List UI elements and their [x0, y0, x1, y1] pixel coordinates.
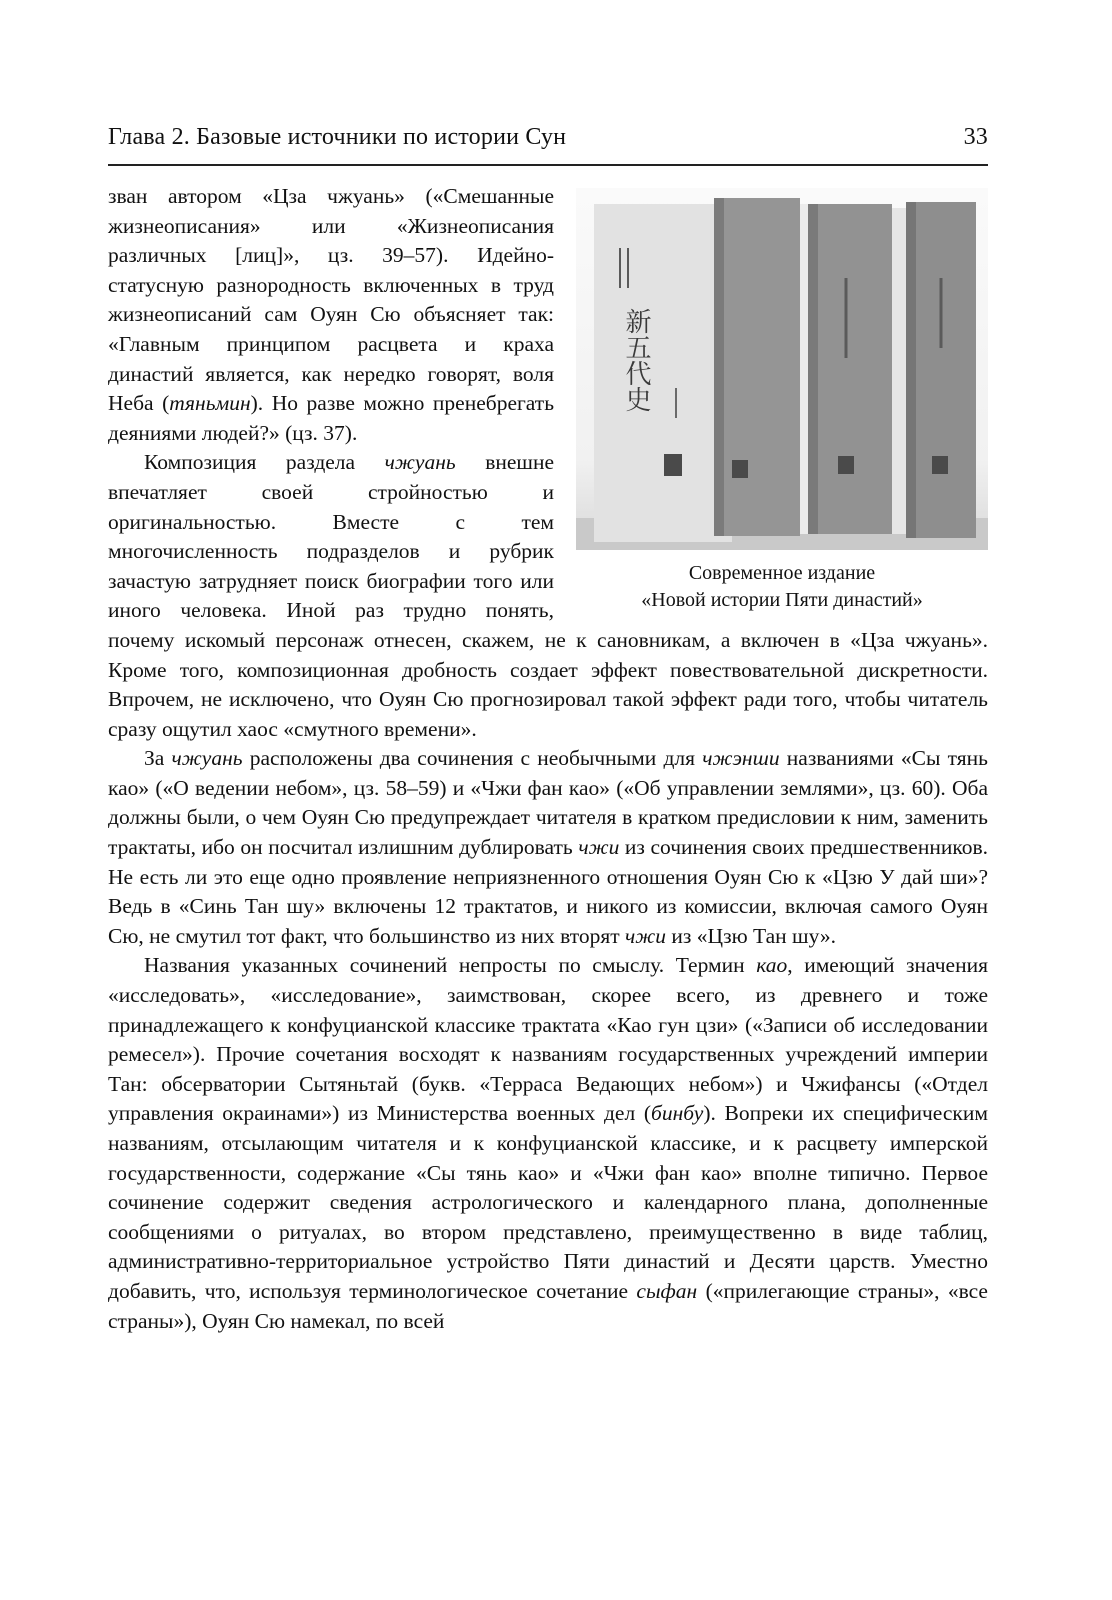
book-figure	[576, 188, 988, 614]
figure-caption	[576, 560, 988, 614]
caption-line-1: Современное издание	[688, 562, 876, 584]
running-header	[108, 124, 988, 151]
italic-term: као	[756, 953, 788, 978]
paragraph-text: зван автором «Цза чжуань» («Смешанные жизнеописания» или «Жизнеописания различных [лиц]», цз. 39–57). Идейно-статусную разнородность включенных в труд жизнеописаний сам Оуян Сю объясняет так: «Главным принципом расцвета и краха династий является, как нередко говорят, воля Неба (	[108, 184, 554, 416]
italic-term: тяньмин	[169, 391, 251, 416]
paragraph-text: ). Вопреки их специфическим названиям, отсылающим читателя и к конфуцианской классике, и к расцвету имперской государственности, содержание «Сы тянь као» и «Чжи фан као» вполне типично. Первое сочинение содержит сведения астрологического и календарного плана, дополненные сообщениями о ритуалах, во втором представлено, преимущественно в виде таблиц, административно-территориальное устройство Пяти династий и Десяти царств. Уместно добавить, что, используя терминологическое сочетание	[108, 1101, 988, 1303]
paragraph-text: («прилегающие страны», «все страны»), Оуян Сю намекал, по всей	[108, 1278, 988, 1333]
paragraph-text: ). Но разве можно пренебрегать деяниями людей?» (цз. 37).	[108, 391, 554, 445]
main-text	[108, 182, 988, 1336]
paragraph-text: внешне впечатляет своей стройностью и оригинальностью. Вместе с тем многочисленность подразделов и рубрик зачастую затрудняет поиск биографии того или иного человека. Иной раз трудно понять, почему искомый персонаж отнесен, скажем, не к сановникам, а включен в «Цза чжуань». Кроме того, композиционная дробность создает эффект повествовательной дискретности. Впрочем, не исключено, что Оуян Сю прогнозировал такой эффект ради того, чтобы читатель сразу ощутил хаос «смутного времени».	[108, 450, 988, 741]
page-number: 33	[963, 124, 988, 150]
book-set-photo	[576, 188, 988, 550]
paragraph-text: Композиция раздела	[144, 450, 385, 475]
italic-term: бинбу	[651, 1101, 704, 1126]
book-volumes-illustration	[576, 188, 988, 550]
paragraph-text: из сочинения своих предшественников. Не есть ли это еще одно проявление неприязненного отношения Оуян Сю к «Цзю У дай ши»? Ведь в «Синь Тан шу» включены 12 трактатов, и никого из комиссии, включая самого Оуян Сю, не смутил тот факт, что большинство из них вторят	[108, 835, 988, 948]
chapter-title: Глава 2. Базовые источники по истории Сун	[108, 124, 567, 150]
paragraph-text: , имеющий значения «исследовать», «исследование», заимствован, скорее всего, из древнего и тоже принадлежащего к конфуцианской классике трактата «Као гун цзи» («Записи об исследовании ремесел»). Прочие сочетания восходят к названиям государственных учреждений империи Тан: обсерватории Сытяньтай (букв. «Терраса Ведающих небом») и Чжифансы («Отдел управления окраинами») из Министерства военных дел (	[108, 953, 988, 1126]
italic-term: сыфан	[636, 1278, 698, 1303]
italic-term: чжи	[578, 835, 620, 860]
caption-line-2: «Новой истории Пяти династий»	[641, 589, 923, 611]
italic-term: чжи	[625, 923, 667, 948]
paragraph-3	[108, 744, 988, 951]
paragraph-text: из «Цзю Тан шу».	[666, 923, 836, 948]
book-spine-title: 新五代史	[621, 308, 651, 412]
italic-term: чжуань	[384, 450, 456, 475]
paragraph-text: расположены два сочинения с необычными для	[242, 746, 703, 771]
paragraph-text: названиями «Сы тянь као» («О ведении небом», цз. 58–59) и «Чжи фан као» («Об управлении землями», цз. 60). Оба должны были, о чем Оуян Сю предупреждает читателя в кратком предисловии к ним, заменить трактаты, ибо он посчитал излишним дублировать	[108, 746, 988, 860]
paragraph-text: За	[144, 746, 172, 771]
paragraph-4	[108, 951, 988, 1336]
italic-term: чжэнши	[702, 746, 780, 771]
italic-term: чжуань	[171, 746, 243, 771]
paragraph-text: Названия указанных сочинений непросты по смыслу. Термин	[144, 953, 757, 978]
header-divider	[108, 164, 988, 166]
